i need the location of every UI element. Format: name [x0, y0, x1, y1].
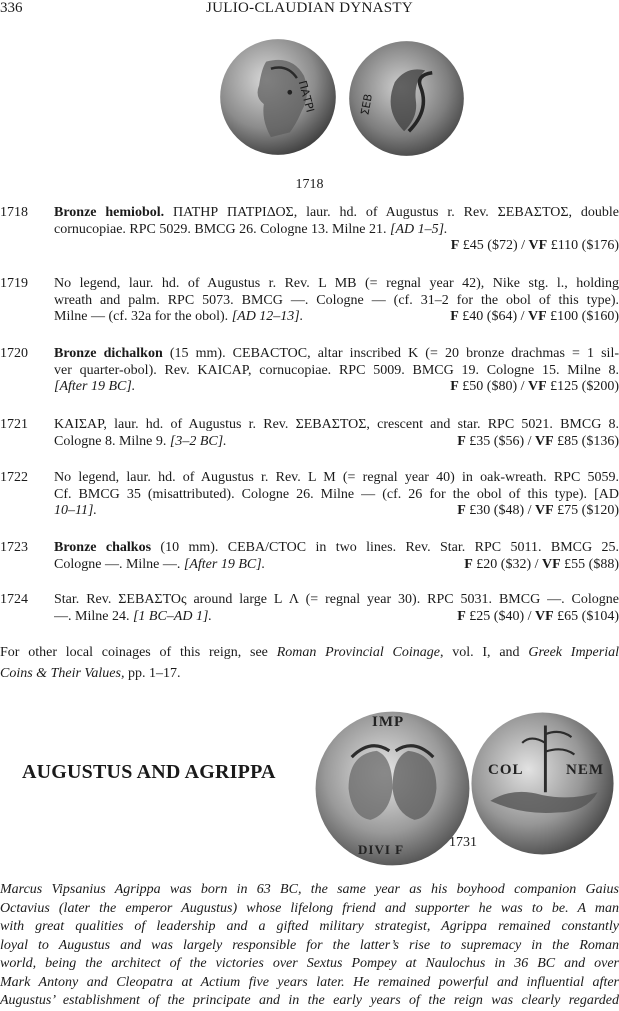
price-vf: £65 ($104): [557, 608, 619, 624]
grade-vf: VF: [535, 608, 554, 624]
description: —. Milne 24.: [54, 608, 133, 624]
biography-paragraph: [0, 881, 619, 1011]
coin-1718-obverse: [219, 38, 337, 156]
date: [After 19 BC].: [54, 379, 136, 394]
grade-f: F: [450, 309, 459, 324]
note-text: pp. 1–17.: [124, 666, 181, 681]
running-head: JULIO-CLAUDIAN DYNASTY: [206, 0, 413, 16]
price-vf: £55 ($88): [564, 556, 619, 572]
coin-1731-obverse-legend-top: IMP: [372, 714, 405, 730]
price-vf: £110 ($176): [550, 238, 619, 253]
price-vf: £100 ($160): [550, 309, 619, 324]
price-f: £20 ($32): [476, 556, 532, 572]
description: cornucopiae. RPC 5029. BMCG 26. Cologne 13. Milne 21.: [54, 221, 390, 237]
date: [1 BC–AD 1].: [132, 608, 212, 624]
description: No legend, laur. hd. of Augustus r. Rev. L M (= regnal year 40) in oak-wreath. RPC 5059.: [54, 470, 619, 485]
paragraph-line: Marcus Vipsanius Agrippa was born in 63 BC, the same year as his boyhood companion Gaius: [0, 882, 619, 897]
price-f: £35 ($56): [469, 433, 525, 449]
entry-number: 1720: [0, 346, 28, 361]
paragraph-line: Octavius (later the emperor Augustus) whose lifelong friend and supporter he was to be. A man: [0, 900, 619, 916]
denomination: Bronze hemiobol.: [54, 205, 165, 220]
paragraph-line: Augustus’ establishment of the principate and in the early years of the reign was clearly regarded: [0, 993, 619, 1008]
description: ver quarter-obol). Rev. KAICAP, cornucopiae. RPC 5009. BMCG 19. Cologne 15. Milne 8.: [54, 362, 619, 378]
entry-number: 1721: [0, 417, 28, 432]
paragraph-line: loyal to Augustus and was largely responsible for the latter’s rise to supremacy in the Roman: [0, 937, 619, 953]
grade-vf: VF: [535, 503, 554, 518]
grade-f: F: [450, 379, 459, 394]
date: [AD 12–13].: [231, 309, 304, 324]
entry-number: 1724: [0, 592, 28, 607]
grade-vf: VF: [528, 379, 547, 394]
price-f: £40 ($64): [462, 309, 518, 324]
denomination: Bronze dichalkon: [54, 346, 163, 361]
date: [3–2 BC].: [169, 433, 227, 449]
date: 10–11].: [54, 503, 97, 518]
reference-title: Roman Provincial Coinage: [276, 645, 440, 660]
description: ΚΑΙΣΑΡ, laur. hd. of Augustus r. Rev. ΣΕΒΑΣΤΟΣ, crescent and star. RPC 5021. BMCG 8.: [54, 417, 619, 432]
price-f: £25 ($40): [469, 608, 525, 624]
description: Star. Rev. ΣΕΒΑΣΤΟς around large L Λ (= regnal year 30). RPC 5031. BMCG —. Cologne: [54, 592, 619, 607]
price: F £40 ($64) / VF £100 ($160): [450, 309, 619, 324]
price: F £45 ($72) / VF £110 ($176): [450, 238, 619, 253]
note-text: For other local coinages of this reign, see: [0, 645, 277, 660]
price: F £30 ($48) / VF £75 ($120): [457, 503, 619, 518]
price-vf: £125 ($200): [550, 379, 619, 394]
grade-vf: VF: [535, 433, 554, 449]
price-f: £30 ($48): [469, 503, 525, 518]
coin-1718-obverse-legend: ΠΑΤΡΙ: [295, 79, 317, 114]
description: No legend, laur. hd. of Augustus r. Rev. L MB (= regnal year 42), Nike stg. l., holding: [54, 276, 619, 291]
coin-1731-reverse-legend-left: COL: [488, 762, 524, 778]
reference-title: Coins & Their Values,: [0, 666, 125, 681]
paragraph-line: world, being the architect of the victories over Sextus Pompey at Naulochus in 36 BC and over: [0, 956, 619, 971]
coin-1731-obverse-legend-bottom: DIVI F: [358, 842, 405, 857]
note-text: , vol. I, and: [439, 645, 529, 660]
price-vf: £75 ($120): [557, 503, 619, 518]
description: Milne — (cf. 32a for the obol).: [54, 309, 232, 324]
description: wreath and palm. RPC 5073. BMCG —. Cologne — (cf. 31–2 for the obol of this type).: [54, 292, 619, 308]
grade-f: F: [457, 433, 466, 449]
grade-vf: VF: [528, 309, 547, 324]
denomination: Bronze chalkos: [54, 540, 152, 555]
price-vf: £85 ($136): [557, 433, 619, 449]
price-f: £50 ($80): [462, 379, 518, 394]
entry-number: 1722: [0, 470, 28, 485]
description: Cologne 8. Milne 9.: [54, 433, 170, 449]
cross-reference-note: [0, 642, 619, 684]
section-title: AUGUSTUS AND AGRIPPA: [22, 761, 276, 783]
description: (10 mm). CEBA/CTOC in two lines. Rev. Star. RPC 5011. BMCG 25.: [151, 540, 619, 555]
page-number: 336: [0, 0, 23, 16]
description: ΠΑΤΗΡ ΠΑΤΡΙΔΟΣ, laur. hd. of Augustus r. Rev. ΣΕΒΑΣΤΟΣ, double: [164, 205, 619, 220]
price: F £35 ($56) / VF £85 ($136): [457, 433, 619, 449]
coin-1731-reverse: [470, 711, 615, 856]
paragraph-line: Mark Antony and Cleopatra at Actium five years later. He remained powerful and influential after: [0, 974, 619, 990]
description: Cologne —. Milne —.: [54, 556, 184, 572]
date: [After 19 BC].: [183, 556, 266, 572]
paragraph-line: with great qualities of leadership and a gifted military strategist, Agrippa remained constantly: [0, 919, 619, 934]
figure-caption-1731: 1731: [449, 835, 477, 850]
grade-vf: VF: [528, 238, 548, 253]
price: F £20 ($32) / VF £55 ($88): [464, 556, 619, 572]
grade-f: F: [450, 238, 460, 253]
reference-title: Greek Imperial: [528, 645, 619, 660]
grade-f: F: [457, 608, 466, 624]
grade-f: F: [457, 503, 466, 518]
entry-number: 1719: [0, 276, 28, 291]
entry-number: 1723: [0, 540, 28, 555]
figure-caption-1718: 1718: [295, 177, 324, 192]
price: F £50 ($80) / VF £125 ($200): [450, 379, 619, 394]
description: Cf. BMCG 35 (misattributed). Cologne 26. Milne — (cf. 26 for the obol of this type). [AD: [54, 486, 619, 502]
coin-1718-reverse-legend: ΣΕΒ: [358, 92, 375, 117]
price: F £25 ($40) / VF £65 ($104): [457, 608, 619, 624]
grade-f: F: [464, 556, 473, 572]
coin-1731-reverse-legend-right: NEM: [566, 762, 604, 778]
entry-number: 1718: [0, 205, 28, 220]
grade-vf: VF: [542, 556, 561, 572]
description: (15 mm). CEBACTOC, altar inscribed K (= 20 bronze drachmas = 1 sil-: [162, 346, 619, 361]
price-f: £45 ($72): [462, 238, 518, 253]
date: [AD 1–5].: [390, 221, 448, 237]
